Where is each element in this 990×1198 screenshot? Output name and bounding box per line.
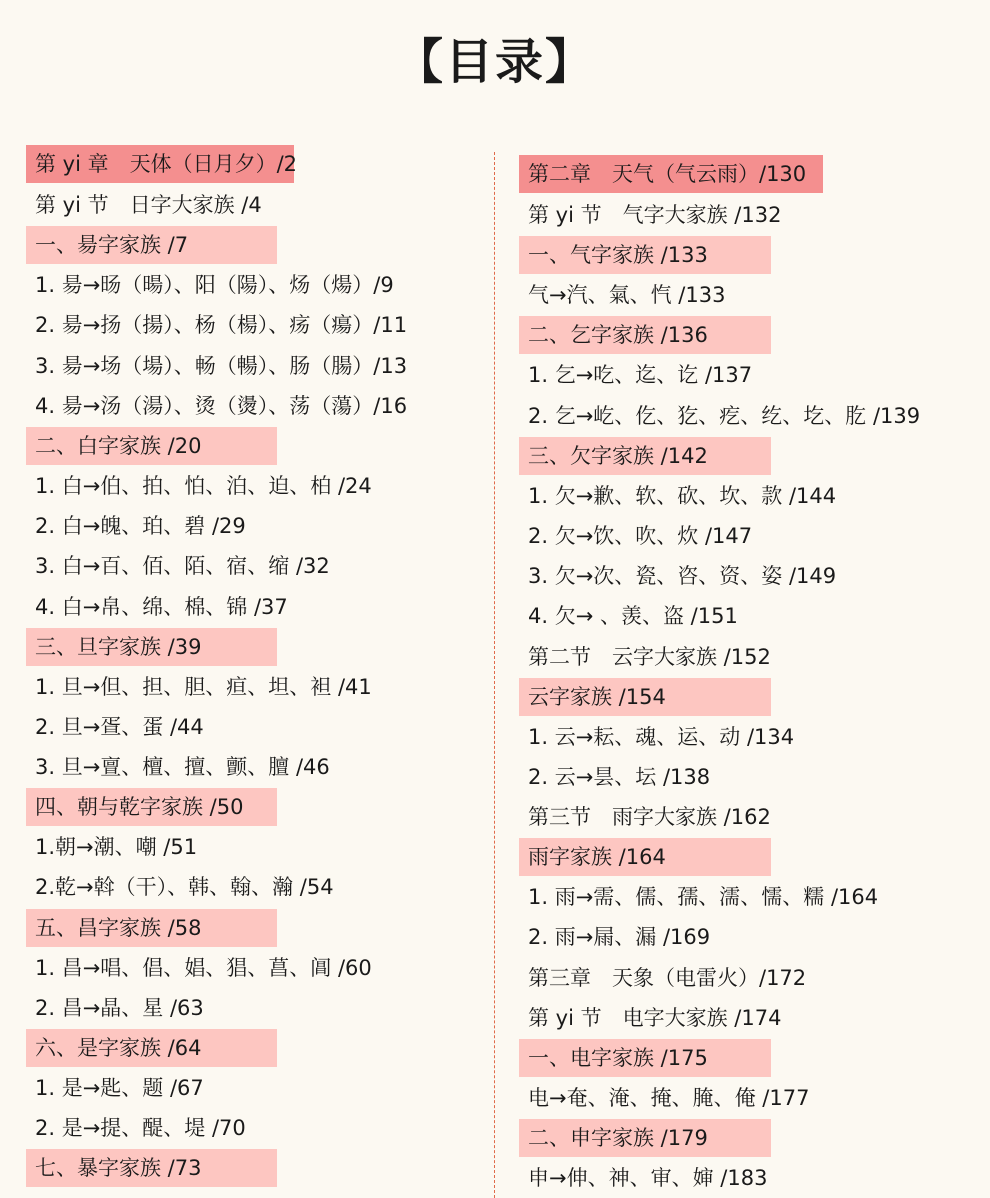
toc-item-entry: 2. 是→提、醍、堤 /70 xyxy=(35,1116,246,1141)
toc-item-entry: 1.朝→潮、嘲 /51 xyxy=(35,835,198,860)
toc-item-entry: 1. 是→匙、题 /67 xyxy=(35,1076,204,1100)
toc-item-entry: 1. 昌→唱、倡、娼、猖、菖、阊 /60 xyxy=(35,955,372,980)
toc-family-entry: 七、暴字家族 /73 xyxy=(26,1149,277,1187)
toc-family-entry: 二、申字家族 /179 xyxy=(519,1119,771,1157)
toc-item-entry: 2. 昜→扬（揚）、杨（楊）、疡（瘍）/11 xyxy=(35,313,408,338)
toc-item-entry: 2. 云→昙、坛 /138 xyxy=(528,764,711,789)
toc-family-entry: 四、朝与乾字家族 /50 xyxy=(26,788,277,826)
toc-chapter-entry: 第 yi 章 天体（日月夕）/2 xyxy=(26,145,294,183)
toc-item-entry: 4. 白→帛、绵、棉、锦 /37 xyxy=(35,594,288,619)
toc-section-entry: 第 yi 节 气字大家族 /132 xyxy=(528,203,782,227)
toc-item-entry: 3. 旦→亶、檀、擅、颤、膻 /46 xyxy=(35,755,330,780)
toc-family-entry: 一、电字家族 /175 xyxy=(519,1039,771,1077)
toc-item-entry: 2. 昌→晶、星 /63 xyxy=(35,995,204,1020)
toc-item-entry: 1. 云→耘、魂、运、动 /134 xyxy=(528,724,795,749)
toc-family-entry: 二、乞字家族 /136 xyxy=(519,316,771,354)
toc-chapter-entry: 第二章 天气（气云雨）/130 xyxy=(519,155,823,193)
toc-item-entry: 2. 旦→疍、蛋 /44 xyxy=(35,714,204,739)
toc-item-entry: 1. 旦→但、担、胆、疸、坦、袒 /41 xyxy=(35,674,372,699)
toc-item-entry: 2. 欠→饮、吹、炊 /147 xyxy=(528,523,753,548)
toc-item-entry: 3. 昜→场（場）、畅（暢）、肠（腸）/13 xyxy=(35,353,408,378)
toc-family-entry: 一、气字家族 /133 xyxy=(519,236,771,274)
toc-family-entry: 二、白字家族 /20 xyxy=(26,427,277,465)
toc-left-column xyxy=(26,145,466,1188)
page-title: 【目录】 xyxy=(394,34,595,90)
toc-item-entry: 3. 白→百、佰、陌、宿、缩 /32 xyxy=(35,554,330,579)
toc-item-entry: 4. 欠→ 、羡、盗 /151 xyxy=(528,604,738,629)
toc-family-entry: 云字家族 /154 xyxy=(519,678,771,716)
toc-item-entry: 2. 雨→屚、漏 /169 xyxy=(528,925,711,950)
toc-family-entry: 三、旦字家族 /39 xyxy=(26,628,277,666)
toc-item-entry: 1. 白→伯、拍、怕、泊、迫、柏 /24 xyxy=(35,473,372,498)
toc-family-entry: 六、是字家族 /64 xyxy=(26,1029,277,1067)
toc-item-entry: 1. 昜→旸（暘）、阳（陽）、炀（煬）/9 xyxy=(35,273,394,298)
toc-item-entry: 电→奄、淹、掩、腌、俺 /177 xyxy=(528,1086,810,1110)
toc-section-entry: 第 yi 节 日字大家族 /4 xyxy=(35,193,262,217)
toc-family-entry: 雨字家族 /164 xyxy=(519,838,771,876)
toc-item-entry: 1. 雨→需、儒、孺、濡、懦、糯 /164 xyxy=(528,885,879,910)
toc-family-entry: 五、昌字家族 /58 xyxy=(26,909,277,947)
toc-right-column xyxy=(519,155,959,1198)
column-divider xyxy=(494,152,495,1198)
toc-item-entry: 1. 乞→吃、迄、讫 /137 xyxy=(528,363,753,388)
toc-item-entry: 申→伸、神、审、婶 /183 xyxy=(528,1166,768,1191)
toc-item-entry: 3. 欠→次、瓷、咨、资、姿 /149 xyxy=(528,564,837,589)
toc-item-entry: 气→汽、氣、忾 /133 xyxy=(528,283,726,308)
toc-item-entry: 1. 欠→歉、软、砍、坎、款 /144 xyxy=(528,483,837,508)
toc-item-entry: 4. 昜→汤（湯）、烫（燙）、荡（蕩）/16 xyxy=(35,393,408,418)
toc-section-entry: 第 yi 节 电字大家族 /174 xyxy=(528,1005,782,1030)
toc-section-entry: 第三节 雨字大家族 /162 xyxy=(528,805,771,830)
toc-family-entry: 一、昜字家族 /7 xyxy=(26,226,277,264)
toc-section-entry: 第二节 云字大家族 /152 xyxy=(528,644,771,669)
toc-family-entry: 三、欠字家族 /142 xyxy=(519,437,771,475)
toc-item-entry: 2. 白→魄、珀、碧 /29 xyxy=(35,514,246,539)
toc-section-entry: 第三章 天象（电雷火）/172 xyxy=(528,965,807,990)
toc-item-entry: 2. 乞→屹、仡、犵、疙、纥、圪、肐 /139 xyxy=(528,403,921,428)
toc-item-entry: 2.乾→斡（干）、韩、翰、瀚 /54 xyxy=(35,875,334,900)
